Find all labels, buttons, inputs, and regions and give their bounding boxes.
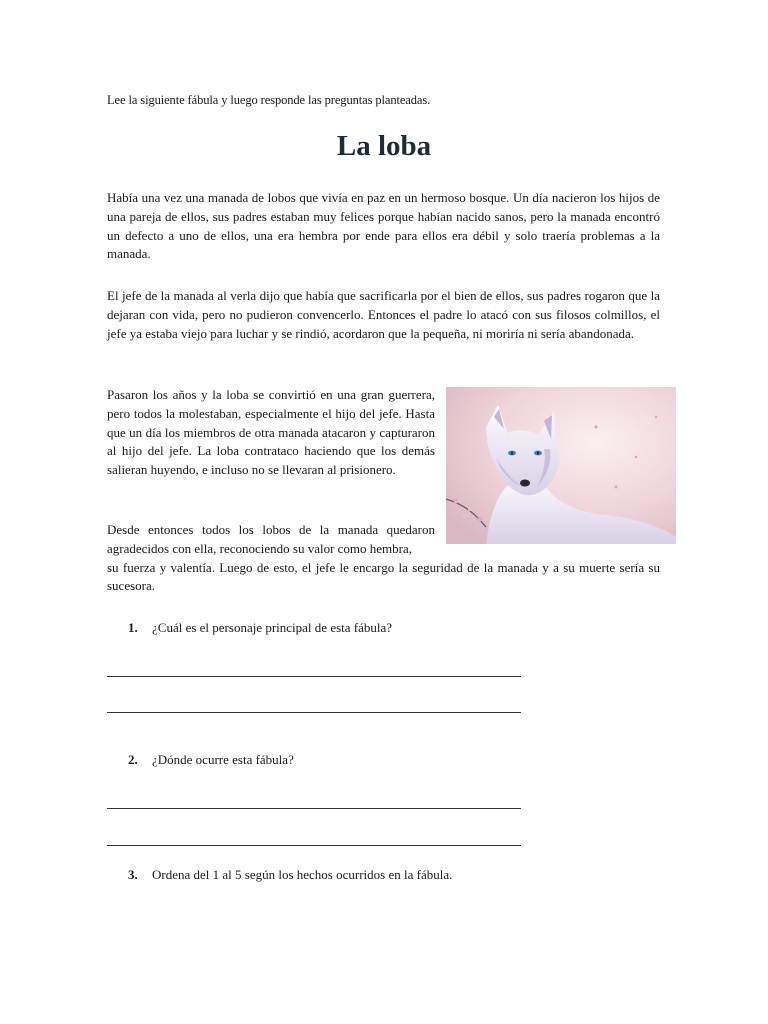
question-2-number: 2. [128,752,138,767]
instruction-text: Lee la siguiente fábula y luego responde las preguntas planteadas. [107,93,431,107]
paragraph-1: Había una vez una manada de lobos que vivía en paz en un hermoso bosque. Un día nacieron los hijos de una pareja de ellos, sus padres estaban muy felices porque habían nacido sanos, pero la manada encontró un defecto a uno de ellos, una era hembra por ende para ellos era débil y solo traería problemas a la manada. [107,190,660,262]
answer-line[interactable] [107,808,521,809]
question-1-text: ¿Cuál es el personaje principal de esta fábula? [152,620,393,635]
paragraph-3: Pasaron los años y la loba se convirtió en una gran guerrera, pero todos la molestaban, especialmente el hijo del jefe. Hasta que un día los miembros de otra manada atacaron y capturaron al hijo del jefe. La loba contrataco haciendo que los demás salieran huyendo, e incluso no se llevaran al prisionero. [107,387,435,478]
question-1-number: 1. [128,620,138,635]
paragraph-4 [107,521,660,596]
paragraph-2: El jefe de la manada al verla dijo que había que sacrificarla por el bien de ellos, sus padres rogaron que la dejaran con vida, pero no pudieron convencerlo. Entonces el padre lo atacó con sus filosos colmillos, el jefe ya estaba viejo para luchar y se rindió, acordaron que la pequeña, ni moriría ni sería abandonada. [107,288,660,341]
question-3 [128,867,452,883]
page-title: La loba [336,130,432,162]
question-1 [128,620,392,636]
paragraph-4-narrow: Desde entonces todos los lobos de la manada quedaron agradecidos con ella, reconociendo su valor como hembra, [107,522,435,556]
answer-line[interactable] [107,845,521,846]
answer-line[interactable] [107,712,521,713]
question-2 [128,752,294,768]
question-2-text: ¿Dónde ocurre esta fábula? [152,752,294,767]
question-3-text: Ordena del 1 al 5 según los hechos ocurridos en la fábula. [152,867,453,882]
paragraph-4-rest: su fuerza y valentía. Luego de esto, el jefe le encargo la seguridad de la manada y a su muerte sería su sucesora. [107,559,660,594]
question-3-number: 3. [128,867,138,882]
answer-line[interactable] [107,676,521,677]
